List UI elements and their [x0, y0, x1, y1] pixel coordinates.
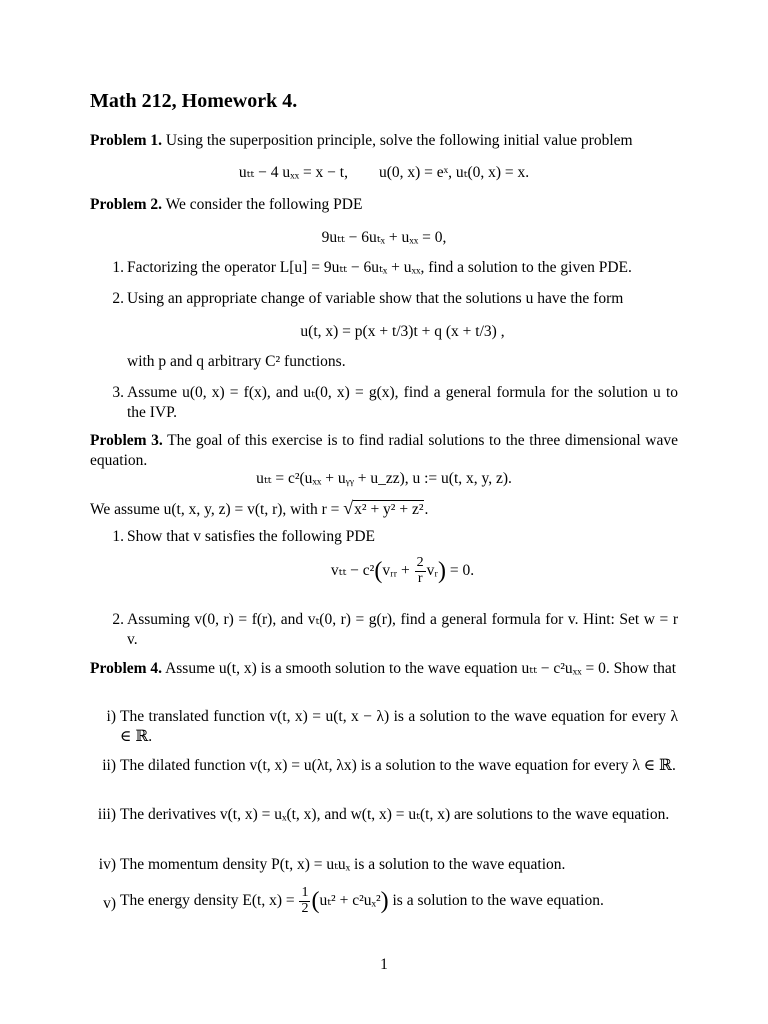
problem-1-label: Problem 1. [90, 132, 163, 149]
problem-2-item-2-equation: u(t, x) = p(x + t/3)t + q (x + t/3) , [300, 323, 505, 340]
item-number: i) [106, 708, 116, 725]
fraction-denominator: r [417, 570, 423, 586]
energy-text: The energy density E(t, x) = [120, 891, 299, 909]
item-text: Assuming v(0, r) = f(r), and vₜ(0, r) = g(r), find a general formula for v. Hint: Set w = r v. [127, 611, 678, 649]
item-number: 2. [112, 611, 124, 628]
page-number: 1 [380, 956, 388, 973]
problem-3-label: Problem 3. [90, 432, 163, 449]
energy-expression: uₜ² + c²uₓ² [319, 891, 381, 909]
item-number: 3. [112, 384, 124, 401]
energy-text-end: is a solution to the wave equation. [388, 891, 604, 909]
problem-4-item-iv [90, 855, 678, 875]
assumption-end: . [424, 501, 429, 518]
right-paren: ) [380, 888, 389, 915]
problem-1-statement [90, 131, 678, 151]
item-text: Using an appropriate change of variable show that the solutions u have the form [127, 290, 624, 307]
fraction [299, 886, 310, 916]
item-text: with p and q arbitrary C² functions. [127, 353, 346, 370]
left-paren: ( [311, 888, 320, 915]
problem-2-text: We consider the following PDE [162, 196, 363, 213]
item-text: The dilated function v(t, x) = u(λt, λx) is a solution to the wave equation for every λ ∈ ℝ. [120, 757, 676, 774]
problem-4-item-iii [90, 805, 678, 825]
eq-left: vₜₜ − c² [330, 561, 375, 579]
problem-3-assumption [90, 497, 678, 521]
item-number: 2. [112, 290, 124, 307]
item-number: v) [103, 895, 116, 912]
problem-1-equation: uₜₜ − 4 uₓₓ = x − t, u(0, x) = eˣ, uₜ(0, x) = x. [238, 164, 530, 181]
item-number: iii) [97, 806, 116, 823]
problem-4-label: Problem 4. [90, 660, 163, 677]
sqrt-radicand: x² + y² + z² [354, 501, 424, 518]
item-text: The derivatives v(t, x) = uₓ(t, x), and w(t, x) = uₜ(t, x) are solutions to the wave equation. [120, 806, 670, 823]
problem-3-item-2 [90, 610, 678, 651]
eq-term: vᵣᵣ + [382, 561, 410, 579]
sqrt-radical: √ [343, 498, 354, 518]
item-number: 1. [112, 259, 124, 276]
problem-2-item-1 [90, 258, 678, 278]
eq-right: = 0. [445, 561, 475, 579]
item-number: iv) [98, 856, 116, 873]
problem-4-item-v [90, 886, 678, 916]
right-paren: ) [437, 558, 446, 585]
item-text: Show that v satisfies the following PDE [127, 528, 375, 545]
problem-3-pde-equation [127, 556, 678, 586]
problem-3-statement [90, 431, 678, 472]
fraction-numerator: 2 [416, 555, 424, 570]
problem-4-item-ii [90, 756, 678, 776]
problem-2-label: Problem 2. [90, 196, 163, 213]
assumption-text: We assume u(t, x, y, z) = v(t, r), with r = [90, 501, 344, 518]
problem-2-item-2 [90, 289, 678, 309]
problem-4-item-i [90, 707, 678, 748]
page-title: Math 212, Homework 4. [90, 90, 298, 112]
eq-term: vᵣ [426, 561, 438, 579]
item-text: The translated function v(t, x) = u(t, x − λ) is a solution to the wave equation for every λ ∈ ℝ. [120, 708, 678, 746]
item-number: ii) [102, 757, 116, 774]
problem-4-text: Assume u(t, x) is a smooth solution to the wave equation uₜₜ − c²uₓₓ = 0. Show that [162, 660, 677, 677]
item-text: The momentum density P(t, x) = uₜuₓ is a solution to the wave equation. [120, 856, 566, 873]
item-text [120, 886, 678, 916]
left-paren: ( [374, 558, 383, 585]
fraction [415, 556, 426, 586]
sqrt-expression [343, 497, 424, 521]
problem-2-equation: 9uₜₜ − 6uₜₓ + uₓₓ = 0, [321, 229, 447, 246]
fraction-numerator: 1 [301, 885, 309, 900]
problem-1-text: Using the superposition principle, solve the following initial value problem [162, 132, 633, 149]
problem-3-equation: uₜₜ = c²(uₓₓ + uᵧᵧ + u_zz), u := u(t, x, y, z). [256, 470, 512, 487]
problem-2-statement [90, 195, 678, 215]
problem-3-item-1 [90, 527, 678, 547]
problem-2-item-2-after [90, 352, 678, 372]
item-text: Factorizing the operator L[u] = 9uₜₜ − 6uₜₓ + uₓₓ, find a solution to the given PDE. [127, 259, 632, 276]
fraction-denominator: 2 [301, 900, 309, 916]
item-number: 1. [112, 528, 124, 545]
item-text: Assume u(0, x) = f(x), and uₜ(0, x) = g(x), find a general formula for the solution u to the IVP. [127, 384, 678, 422]
problem-4-statement [90, 659, 678, 679]
problem-2-item-3 [90, 383, 678, 424]
problem-3-text: The goal of this exercise is to find radial solutions to the three dimensional wave equation. [90, 432, 678, 470]
